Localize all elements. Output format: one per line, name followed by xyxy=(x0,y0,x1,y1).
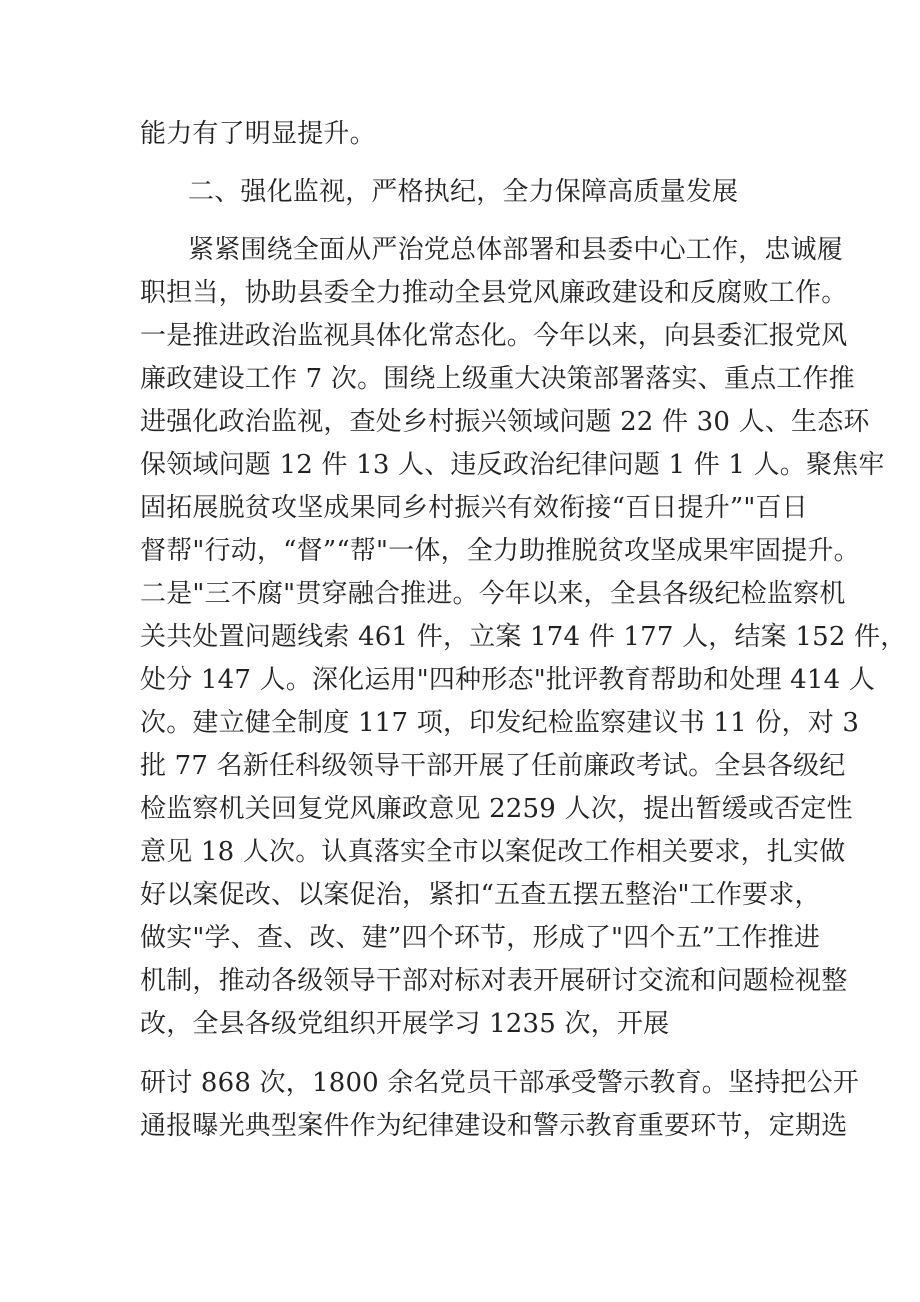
text-line: 改，全县各级党组织开展学习 1235 次，开展 xyxy=(140,1009,670,1039)
text-line: 好以案促改、以案促治，紧扣“五查五摆五整治"工作要求， xyxy=(140,880,821,910)
text-line: 关共处置问题线索 461 件，立案 174 件 177 人，结案 152 件， xyxy=(140,622,907,652)
text-line: 研讨 868 次，1800 余名党员干部承受警示教育。坚持把公开 xyxy=(140,1068,859,1098)
text-line: 处分 147 人。深化运用"四种形态"批评教育帮助和处理 414 人 xyxy=(140,665,876,695)
text-line: 检监察机关回复党风廉政意见 2259 人次，提出暂缓或否定性 xyxy=(140,794,853,824)
text-line: 次。建立健全制度 117 项，印发纪检监察建议书 11 份，对 3 xyxy=(140,708,860,738)
text-line: 紧紧围绕全面从严治党总体部署和县委中心工作，忠诚履 xyxy=(188,235,844,265)
text-line: 通报曝光典型案件作为纪律建设和警示教育重要环节，定期选 xyxy=(140,1111,848,1141)
text-line: 一是推进政治监视具体化常态化。今年以来，向县委汇报党风 xyxy=(140,321,848,351)
text-line: 进强化政治监视，查处乡村振兴领域问题 22 件 30 人、生态环 xyxy=(140,407,870,437)
text-line: 意见 18 人次。认真落实全市以案促改工作相关要求，扎实做 xyxy=(140,837,846,867)
text-line: 督帮"行动，“督”“帮"一体，全力助推脱贫攻坚成果牢固提升。 xyxy=(140,536,860,566)
text-line: 批 77 名新任科级领导干部开展了任前廉政考试。全县各级纪 xyxy=(140,751,846,781)
text-line: 二是"三不腐"贯穿融合推进。今年以来，全县各级纪检监察机 xyxy=(140,579,846,609)
text-line: 职担当，协助县委全力推动全县党风廉政建设和反腐败工作。 xyxy=(140,278,848,308)
text-line: 机制，推动各级领导干部对标对表开展研讨交流和问题检视整 xyxy=(140,966,848,996)
text-line: 固拓展脱贫攻坚成果同乡村振兴有效衔接“百日提升”"百日 xyxy=(140,493,808,523)
section-heading: 二、强化监视，严格执纪，全力保障高质量发展 xyxy=(188,177,739,207)
text-line: 做实"学、查、改、建”四个环节，形成了"四个五”工作推进 xyxy=(140,923,821,953)
text-line: 保领域问题 12 件 13 人、违反政治纪律问题 1 件 1 人。聚焦牢 xyxy=(140,450,885,480)
text-line: 能力有了明显提升。 xyxy=(140,119,376,149)
text-line: 廉政建设工作 7 次。围绕上级重大决策部署落实、重点工作推 xyxy=(140,364,855,394)
